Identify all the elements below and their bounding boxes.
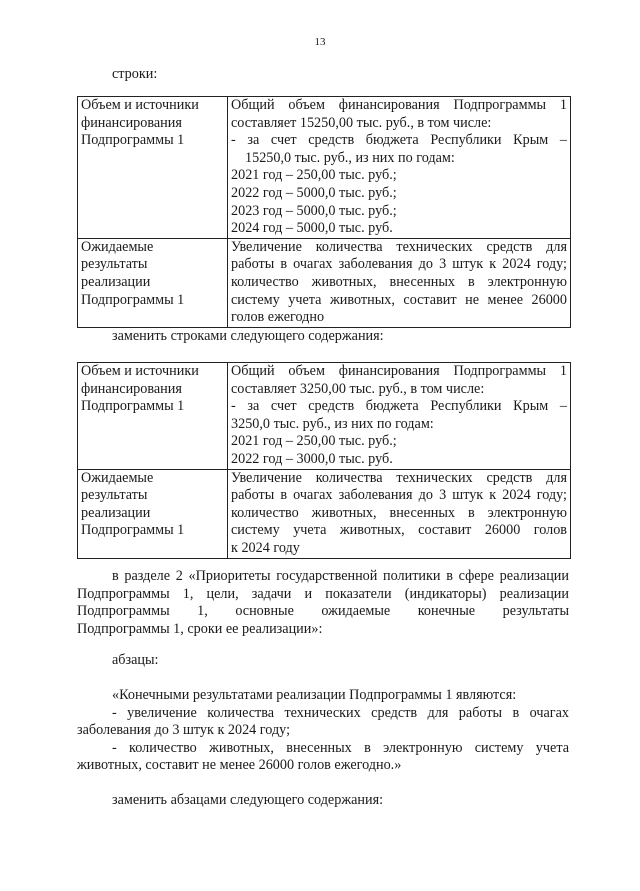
- quote-line: - увеличение количества технических средств для работы в очагах: [112, 704, 569, 721]
- label-cell-results: [78, 238, 228, 327]
- label-cell-results: [78, 469, 228, 558]
- label-line: Подпрограммы 1: [81, 522, 185, 539]
- table-row: [78, 363, 571, 470]
- value-line: Общий объем финансирования Подпрограммы 1: [231, 363, 567, 379]
- value-line: составляет 15250,00 тыс. руб., в том числе:: [231, 114, 492, 131]
- label-cell-funding: [78, 363, 228, 470]
- value-line: 2021 год – 250,00 тыс. руб.;: [231, 433, 397, 450]
- page-number: 13: [314, 36, 326, 48]
- table-row: [78, 97, 571, 239]
- value-line: работы в очагах заболевания до 3 штук к 2024 году;: [231, 487, 567, 504]
- label-line: Объем и источники: [81, 363, 199, 379]
- table-new: [77, 362, 571, 559]
- label-cell-funding: [78, 97, 228, 239]
- table-row: [78, 469, 571, 558]
- value-line: количество животных, внесенных в электронную: [231, 273, 567, 290]
- value-line: Увеличение количества технических средств для: [231, 469, 567, 486]
- label-line: реализации: [81, 504, 151, 521]
- value-line: 3250,0 тыс. руб., из них по годам:: [231, 415, 434, 432]
- intro-rows-text: строки:: [112, 66, 158, 82]
- value-line: - за счет средств бюджета Республики Крым –: [231, 398, 567, 415]
- quote-block: [77, 687, 569, 775]
- value-cell-funding: [228, 363, 571, 470]
- value-line: к 2024 году: [231, 539, 300, 556]
- label-line: результаты: [81, 487, 148, 504]
- quote-line: животных, составит не менее 26000 голов ежегодно.»: [77, 757, 402, 774]
- value-line: Увеличение количества технических средств для: [231, 238, 567, 255]
- value-line: 2021 год – 250,00 тыс. руб.;: [231, 167, 397, 184]
- value-line: 2022 год – 5000,0 тыс. руб.;: [231, 184, 397, 201]
- value-line: систему учета животных, составит не менее 26000: [231, 291, 567, 308]
- replace-paragraphs-text: заменить абзацами следующего содержания:: [112, 792, 384, 808]
- label-line: реализации: [81, 273, 151, 290]
- label-line: финансирования: [81, 380, 182, 397]
- value-line: 2022 год – 3000,0 тыс. руб.: [231, 450, 393, 467]
- paragraph-line: в разделе 2 «Приоритеты государственной политики в сфере реализации: [112, 568, 569, 584]
- paragraph-line: Подпрограммы 1, основные ожидаемые конечные результаты: [77, 603, 569, 620]
- label-line: Ожидаемые: [81, 469, 154, 486]
- paragraph-line: Подпрограммы 1, сроки ее реализации»:: [77, 620, 323, 637]
- label-line: Объем и источники: [81, 97, 199, 113]
- table-row: [78, 238, 571, 327]
- value-line: 2023 год – 5000,0 тыс. руб.;: [231, 202, 397, 219]
- label-line: Подпрограммы 1: [81, 291, 185, 308]
- value-cell-results: [228, 238, 571, 327]
- label-line: результаты: [81, 256, 148, 273]
- paragraphs-word: абзацы:: [112, 652, 159, 668]
- value-line: количество животных, внесенных в электронную: [231, 504, 567, 521]
- value-cell-funding: [228, 97, 571, 239]
- value-line: 15250,0 тыс. руб., из них по годам:: [245, 149, 455, 166]
- replace-rows-text: заменить строками следующего содержания:: [112, 328, 384, 344]
- value-line: работы в очагах заболевания до 3 штук к 2024 году;: [231, 256, 567, 273]
- value-cell-results: [228, 469, 571, 558]
- table-old: [77, 96, 571, 328]
- label-line: Подпрограммы 1: [81, 132, 185, 149]
- label-line: финансирования: [81, 114, 182, 131]
- value-line: 2024 год – 5000,0 тыс. руб.: [231, 220, 393, 237]
- quote-line: «Конечными результатами реализации Подпрограммы 1 являются:: [112, 687, 517, 703]
- value-line: - за счет средств бюджета Республики Крым –: [231, 132, 567, 149]
- value-line: голов ежегодно: [231, 309, 325, 326]
- paragraph-line: Подпрограммы 1, цели, задачи и показатели (индикаторы) реализации: [77, 585, 569, 602]
- label-line: Подпрограммы 1: [81, 398, 185, 415]
- value-line: составляет 3250,00 тыс. руб., в том числе:: [231, 380, 485, 397]
- quote-line: - количество животных, внесенных в электронную систему учета: [112, 739, 569, 756]
- section2-paragraph: [77, 568, 569, 638]
- label-line: Ожидаемые: [81, 238, 154, 255]
- value-line: Общий объем финансирования Подпрограммы 1: [231, 97, 567, 113]
- value-line: систему учета животных, составит 26000 голов: [231, 522, 567, 539]
- quote-line: заболевания до 3 штук к 2024 году;: [77, 722, 291, 739]
